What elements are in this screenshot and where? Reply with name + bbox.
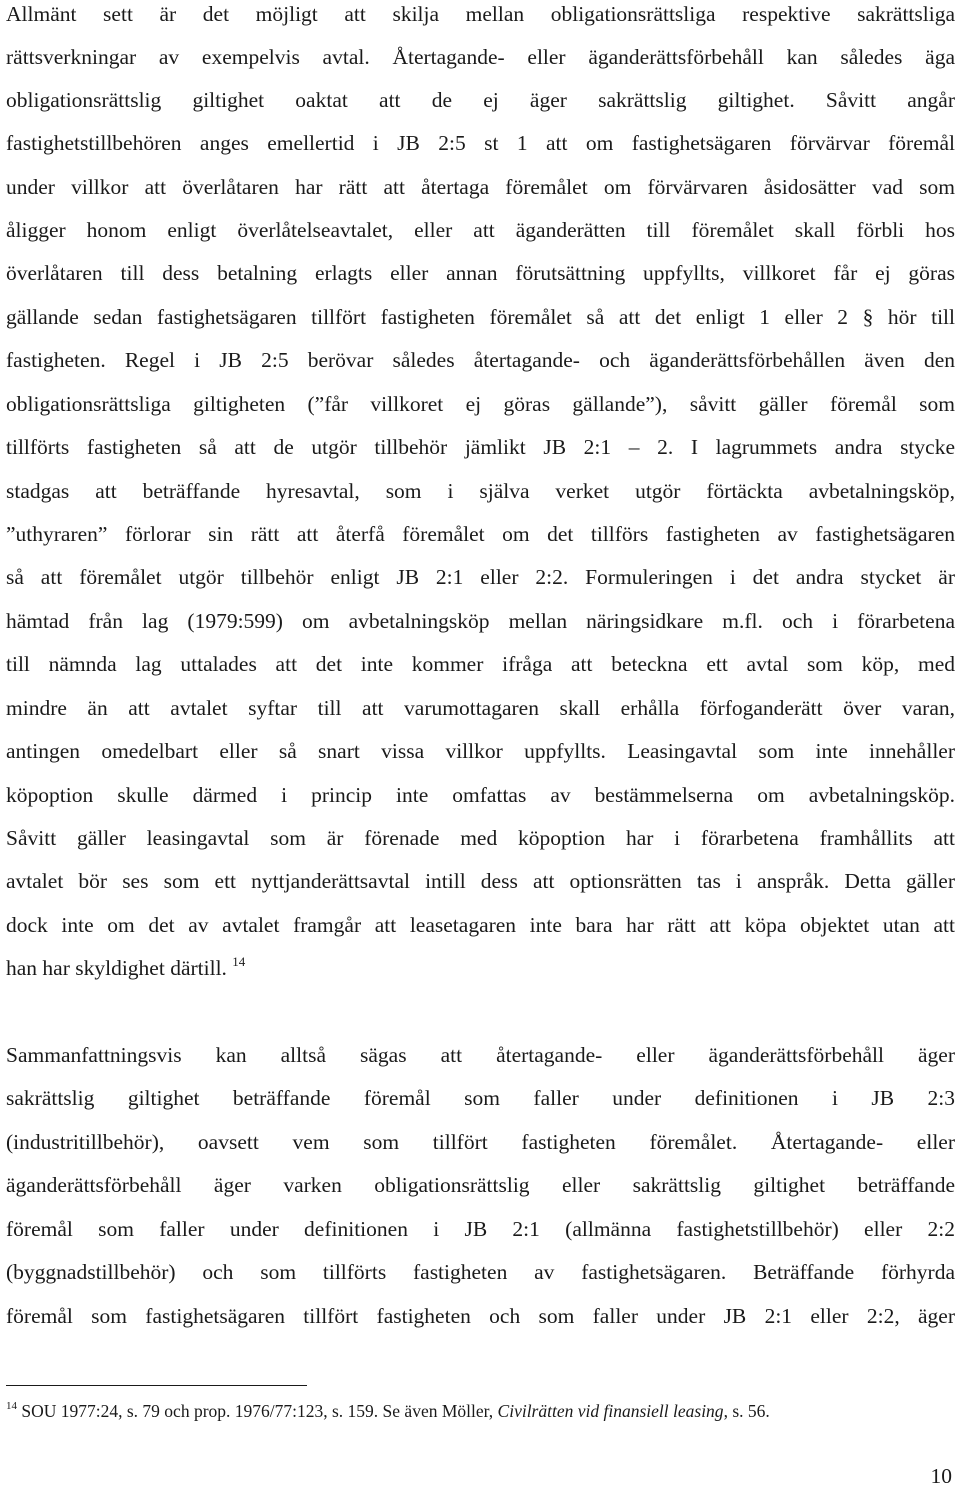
text-line: fastigheten. Regel i JB 2:5 berövar således återtagande- och äganderättsförbehållen även den [6,348,955,372]
footnote-text: SOU 1977:24, s. 79 och prop. 1976/77:123, s. 159. Se även Möller, [21,1401,498,1421]
text-line: avtalet bör ses som ett nyttjanderättsavtal intill dess att optionsrätten tas i anspråk. Detta gäller [6,869,955,893]
text-line: gällande sedan fastighetsägaren tillfört fastigheten föremålet så att det enligt 1 eller 2 § hör till [6,305,955,329]
text-line: till nämnda lag uttalades att det inte kommer ifråga att beteckna ett avtal som köp, med [6,652,955,676]
text-line-content: han har skyldighet därtill. [6,956,227,980]
text-line: sakrättslig giltighet beträffande föremål som faller under definitionen i JB 2:3 [6,1086,955,1110]
text-line: äganderättsförbehåll äger varken obligationsrättslig eller sakrättslig giltighet beträffande [6,1173,955,1197]
text-line: hämtad från lag (1979:599) om avbetalningsköp mellan näringsidkare m.fl. och i förarbetena [6,609,955,633]
text-line: Sammanfattningsvis kan alltså sägas att återtagande- eller äganderättsförbehåll äger [6,1043,955,1067]
text-line: antingen omedelbart eller så snart vissa villkor uppfyllts. Leasingavtal som inte innehåller [6,739,955,763]
text-line: så att föremålet utgör tillbehör enligt JB 2:1 eller 2:2. Formuleringen i det andra stycket är [6,565,955,589]
footnote-divider [6,1385,307,1386]
page-number: 10 [930,1464,952,1488]
footnote [6,1400,956,1422]
text-line: Allmänt sett är det möjligt att skilja mellan obligationsrättsliga respektive sakrättsliga [6,2,955,26]
text-line [6,956,955,980]
text-line: åligger honom enligt överlåtelseavtalet, eller att äganderätten till föremålet skall förbli hos [6,218,955,242]
text-line: stadgas att beträffande hyresavtal, som i själva verket utgör förtäckta avbetalningsköp, [6,479,955,503]
text-line: (industritillbehör), oavsett vem som tillfört fastigheten föremålet. Återtagande- eller [6,1130,955,1154]
footnote-book-title: Civilrätten vid finansiell leasing [497,1401,724,1421]
text-line: obligationsrättslig giltighet oaktat att de ej äger sakrättslig giltighet. Såvitt angår [6,88,955,112]
text-line: under villkor att överlåtaren har rätt att återtaga föremålet om förvärvaren åsidosätter vad som [6,175,955,199]
text-line: köpoption skulle därmed i princip inte omfattas av bestämmelserna om avbetalningsköp. [6,783,955,807]
text-line: (byggnadstillbehör) och som tillförts fastigheten av fastighetsägaren. Beträffande förhyrda [6,1260,955,1284]
text-line: fastighetstillbehören anges emellertid i JB 2:5 st 1 att om fastighetsägaren förvärvar föremål [6,131,955,155]
text-line: tillförts fastigheten så att de utgör tillbehör jämlikt JB 2:1 – 2. I lagrummets andra stycke [6,435,955,459]
footnote-number: 14 [6,1400,17,1412]
text-line: överlåtaren till dess betalning erlagts eller annan förutsättning uppfyllts, villkoret får ej göras [6,261,955,285]
text-line: dock inte om det av avtalet framgår att leasetagaren inte bara har rätt att köpa objektet utan att [6,913,955,937]
text-line: mindre än att avtalet syftar till att varumottagaren skall erhålla förfoganderätt över varan, [6,696,955,720]
text-line: föremål som faller under definitionen i JB 2:1 (allmänna fastighetstillbehör) eller 2:2 [6,1217,955,1241]
text-line: rättsverkningar av exempelvis avtal. Återtagande- eller äganderättsförbehåll kan således äga [6,45,955,69]
text-line: ”uthyraren” förlorar sin rätt att återfå föremålet om det tillförs fastigheten av fastighetsägaren [6,522,955,546]
footnote-text-end: , s. 56. [723,1401,770,1421]
text-line: obligationsrättsliga giltigheten (”får villkoret ej göras gällande”), såvitt gäller föremål som [6,392,955,416]
text-line: föremål som fastighetsägaren tillfört fastigheten och som faller under JB 2:1 eller 2:2, äger [6,1304,955,1328]
text-line: Såvitt gäller leasingavtal som är förenade med köpoption har i förarbetena framhållits att [6,826,955,850]
footnote-reference[interactable]: 14 [232,954,246,969]
